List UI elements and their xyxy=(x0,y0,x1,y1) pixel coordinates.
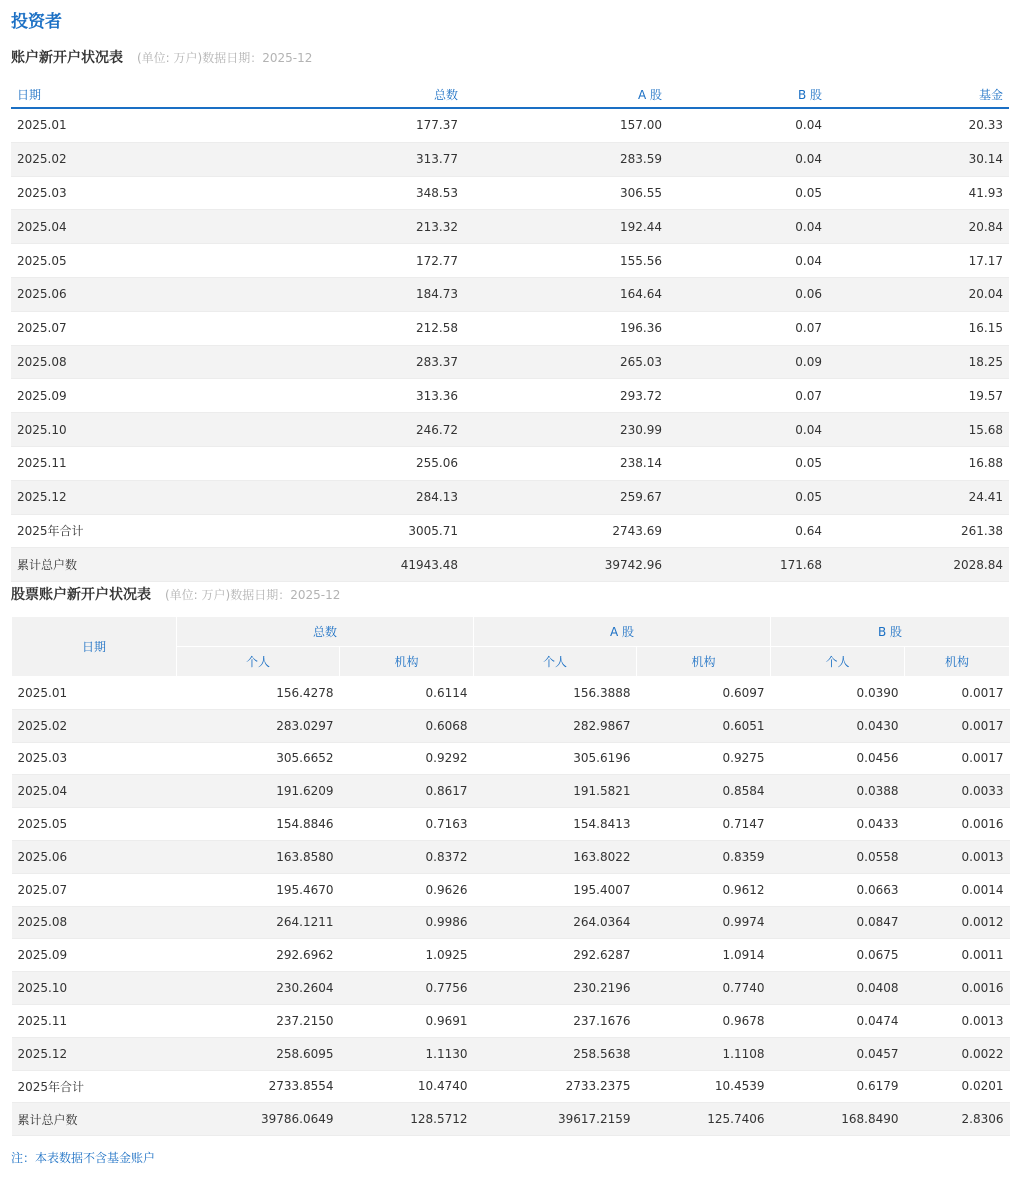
row-value-cell: 192.44 xyxy=(464,210,668,244)
row-date-cell: 2025.01 xyxy=(12,677,177,710)
row-value-cell: 0.9691 xyxy=(340,1004,474,1037)
row-value-cell: 30.14 xyxy=(828,142,1009,176)
table-header-row xyxy=(12,617,1010,647)
table-row xyxy=(11,514,1009,548)
row-value-cell: 0.9986 xyxy=(340,906,474,939)
row-value-cell: 16.88 xyxy=(828,446,1009,480)
row-value-cell: 0.0430 xyxy=(771,709,905,742)
table-row xyxy=(11,413,1009,447)
table-row xyxy=(12,873,1010,906)
row-value-cell: 15.68 xyxy=(828,413,1009,447)
row-value-cell: 128.5712 xyxy=(340,1103,474,1136)
row-value-cell: 10.4740 xyxy=(340,1070,474,1103)
row-value-cell: 184.73 xyxy=(161,277,464,311)
row-value-cell: 196.36 xyxy=(464,311,668,345)
account-opening-table xyxy=(11,81,1009,582)
row-value-cell: 154.8846 xyxy=(177,808,340,841)
col-header-b-institution: 机构 xyxy=(905,647,1010,677)
table-row xyxy=(11,379,1009,413)
row-date-cell: 2025.06 xyxy=(11,277,161,311)
row-value-cell: 284.13 xyxy=(161,480,464,514)
row-value-cell: 0.0033 xyxy=(905,775,1010,808)
row-value-cell: 264.0364 xyxy=(474,906,637,939)
row-value-cell: 0.7740 xyxy=(637,972,771,1005)
row-value-cell: 348.53 xyxy=(161,176,464,210)
row-value-cell: 0.07 xyxy=(668,311,828,345)
table-row xyxy=(12,709,1010,742)
table-row xyxy=(12,1004,1010,1037)
col-header-total-individual: 个人 xyxy=(177,647,340,677)
row-value-cell: 0.0016 xyxy=(905,808,1010,841)
row-value-cell: 0.7147 xyxy=(637,808,771,841)
row-value-cell: 19.57 xyxy=(828,379,1009,413)
row-date-cell: 2025.10 xyxy=(12,972,177,1005)
row-value-cell: 0.0014 xyxy=(905,873,1010,906)
row-value-cell: 283.59 xyxy=(464,142,668,176)
row-value-cell: 293.72 xyxy=(464,379,668,413)
row-value-cell: 20.84 xyxy=(828,210,1009,244)
col-header-b-individual: 个人 xyxy=(771,647,905,677)
row-value-cell: 213.32 xyxy=(161,210,464,244)
row-value-cell: 125.7406 xyxy=(637,1103,771,1136)
row-value-cell: 0.0408 xyxy=(771,972,905,1005)
row-value-cell: 0.8617 xyxy=(340,775,474,808)
table-row xyxy=(11,142,1009,176)
row-date-cell: 2025年合计 xyxy=(11,514,161,548)
row-value-cell: 0.6179 xyxy=(771,1070,905,1103)
row-value-cell: 163.8022 xyxy=(474,840,637,873)
row-value-cell: 2733.8554 xyxy=(177,1070,340,1103)
row-value-cell: 0.04 xyxy=(668,413,828,447)
row-date-cell: 2025.06 xyxy=(12,840,177,873)
row-value-cell: 0.0433 xyxy=(771,808,905,841)
table-row xyxy=(11,210,1009,244)
table-row xyxy=(11,311,1009,345)
row-value-cell: 0.0474 xyxy=(771,1004,905,1037)
row-value-cell: 237.2150 xyxy=(177,1004,340,1037)
row-value-cell: 238.14 xyxy=(464,446,668,480)
col-header-a-institution: 机构 xyxy=(637,647,771,677)
row-value-cell: 0.7756 xyxy=(340,972,474,1005)
row-date-cell: 2025.09 xyxy=(12,939,177,972)
row-value-cell: 305.6196 xyxy=(474,742,637,775)
row-date-cell: 2025.08 xyxy=(11,345,161,379)
table-row xyxy=(12,840,1010,873)
row-value-cell: 155.56 xyxy=(464,244,668,278)
row-value-cell: 0.0022 xyxy=(905,1037,1010,1070)
row-value-cell: 0.8359 xyxy=(637,840,771,873)
table-row xyxy=(12,677,1010,710)
row-date-cell: 2025.01 xyxy=(11,108,161,142)
row-value-cell: 292.6962 xyxy=(177,939,340,972)
stock-account-opening-table xyxy=(11,616,1010,1136)
row-value-cell: 0.6068 xyxy=(340,709,474,742)
row-value-cell: 0.9678 xyxy=(637,1004,771,1037)
row-value-cell: 171.68 xyxy=(668,548,828,582)
row-value-cell: 39742.96 xyxy=(464,548,668,582)
row-value-cell: 0.0390 xyxy=(771,677,905,710)
row-value-cell: 2743.69 xyxy=(464,514,668,548)
table-row xyxy=(12,808,1010,841)
row-value-cell: 1.1130 xyxy=(340,1037,474,1070)
col-group-total: 总数 xyxy=(177,617,474,647)
row-value-cell: 191.5821 xyxy=(474,775,637,808)
row-date-cell: 2025.10 xyxy=(11,413,161,447)
row-value-cell: 258.6095 xyxy=(177,1037,340,1070)
row-date-cell: 2025.03 xyxy=(11,176,161,210)
row-value-cell: 163.8580 xyxy=(177,840,340,873)
row-value-cell: 0.0456 xyxy=(771,742,905,775)
row-value-cell: 177.37 xyxy=(161,108,464,142)
row-date-cell: 2025.05 xyxy=(12,808,177,841)
row-value-cell: 39786.0649 xyxy=(177,1103,340,1136)
row-value-cell: 1.0914 xyxy=(637,939,771,972)
row-value-cell: 0.6051 xyxy=(637,709,771,742)
row-value-cell: 0.0663 xyxy=(771,873,905,906)
row-value-cell: 168.8490 xyxy=(771,1103,905,1136)
table-row xyxy=(11,446,1009,480)
row-value-cell: 0.04 xyxy=(668,210,828,244)
row-value-cell: 230.2196 xyxy=(474,972,637,1005)
row-value-cell: 172.77 xyxy=(161,244,464,278)
row-date-cell: 2025.12 xyxy=(12,1037,177,1070)
row-value-cell: 258.5638 xyxy=(474,1037,637,1070)
row-value-cell: 282.9867 xyxy=(474,709,637,742)
row-value-cell: 0.64 xyxy=(668,514,828,548)
row-value-cell: 1.0925 xyxy=(340,939,474,972)
row-value-cell: 283.0297 xyxy=(177,709,340,742)
table-row xyxy=(11,108,1009,142)
row-value-cell: 0.0457 xyxy=(771,1037,905,1070)
row-value-cell: 0.05 xyxy=(668,480,828,514)
row-value-cell: 195.4007 xyxy=(474,873,637,906)
row-value-cell: 0.0017 xyxy=(905,709,1010,742)
row-value-cell: 3005.71 xyxy=(161,514,464,548)
col-header-a-share: A 股 xyxy=(464,81,668,108)
table-row xyxy=(11,345,1009,379)
row-value-cell: 0.9292 xyxy=(340,742,474,775)
col-header-b-share: B 股 xyxy=(668,81,828,108)
row-value-cell: 0.0017 xyxy=(905,742,1010,775)
row-date-cell: 2025.02 xyxy=(11,142,161,176)
table2-title: 股票账户新开户状况表 xyxy=(11,587,151,603)
row-date-cell: 2025.11 xyxy=(12,1004,177,1037)
table-row xyxy=(12,775,1010,808)
col-header-total: 总数 xyxy=(161,81,464,108)
row-value-cell: 17.17 xyxy=(828,244,1009,278)
row-date-cell: 2025.03 xyxy=(12,742,177,775)
table1-title: 账户新开户状况表 xyxy=(11,50,123,66)
row-value-cell: 230.99 xyxy=(464,413,668,447)
table-row xyxy=(12,1070,1010,1103)
row-value-cell: 0.0388 xyxy=(771,775,905,808)
row-value-cell: 0.06 xyxy=(668,277,828,311)
table-row xyxy=(11,176,1009,210)
row-value-cell: 18.25 xyxy=(828,345,1009,379)
row-date-cell: 2025.09 xyxy=(11,379,161,413)
row-value-cell: 0.0016 xyxy=(905,972,1010,1005)
table-row xyxy=(12,1103,1010,1136)
row-date-cell: 2025.04 xyxy=(12,775,177,808)
row-value-cell: 20.04 xyxy=(828,277,1009,311)
col-header-total-institution: 机构 xyxy=(340,647,474,677)
row-date-cell: 2025.12 xyxy=(11,480,161,514)
row-value-cell: 16.15 xyxy=(828,311,1009,345)
footnote: 注：本表数据不含基金账户 xyxy=(11,1151,156,1165)
row-value-cell: 292.6287 xyxy=(474,939,637,972)
table-header-row xyxy=(11,81,1009,108)
col-group-a-share: A 股 xyxy=(474,617,771,647)
row-value-cell: 2.8306 xyxy=(905,1103,1010,1136)
row-value-cell: 255.06 xyxy=(161,446,464,480)
table1-header xyxy=(11,47,312,67)
row-value-cell: 156.4278 xyxy=(177,677,340,710)
col-header-fund: 基金 xyxy=(828,81,1009,108)
row-value-cell: 0.0013 xyxy=(905,840,1010,873)
row-value-cell: 265.03 xyxy=(464,345,668,379)
row-value-cell: 306.55 xyxy=(464,176,668,210)
table-row xyxy=(11,548,1009,582)
row-date-cell: 2025.11 xyxy=(11,446,161,480)
row-date-cell: 2025.02 xyxy=(12,709,177,742)
row-value-cell: 0.09 xyxy=(668,345,828,379)
row-date-cell: 累计总户数 xyxy=(12,1103,177,1136)
row-value-cell: 154.8413 xyxy=(474,808,637,841)
row-value-cell: 0.04 xyxy=(668,244,828,278)
table2-meta: (单位: 万户)数据日期：2025-12 xyxy=(165,588,341,602)
row-value-cell: 0.07 xyxy=(668,379,828,413)
row-value-cell: 39617.2159 xyxy=(474,1103,637,1136)
row-value-cell: 264.1211 xyxy=(177,906,340,939)
row-date-cell: 2025.04 xyxy=(11,210,161,244)
row-value-cell: 41.93 xyxy=(828,176,1009,210)
row-value-cell: 0.9626 xyxy=(340,873,474,906)
row-value-cell: 0.05 xyxy=(668,446,828,480)
row-value-cell: 237.1676 xyxy=(474,1004,637,1037)
table-row xyxy=(12,972,1010,1005)
row-value-cell: 157.00 xyxy=(464,108,668,142)
row-value-cell: 0.0013 xyxy=(905,1004,1010,1037)
row-value-cell: 259.67 xyxy=(464,480,668,514)
row-value-cell: 0.0017 xyxy=(905,677,1010,710)
row-date-cell: 2025.08 xyxy=(12,906,177,939)
row-value-cell: 191.6209 xyxy=(177,775,340,808)
row-date-cell: 累计总户数 xyxy=(11,548,161,582)
row-value-cell: 305.6652 xyxy=(177,742,340,775)
row-value-cell: 0.04 xyxy=(668,108,828,142)
row-value-cell: 261.38 xyxy=(828,514,1009,548)
row-value-cell: 20.33 xyxy=(828,108,1009,142)
table-row xyxy=(11,244,1009,278)
row-value-cell: 0.05 xyxy=(668,176,828,210)
row-value-cell: 2028.84 xyxy=(828,548,1009,582)
col-group-b-share: B 股 xyxy=(771,617,1010,647)
row-value-cell: 283.37 xyxy=(161,345,464,379)
table2-header xyxy=(11,584,340,604)
row-value-cell: 0.8584 xyxy=(637,775,771,808)
row-value-cell: 230.2604 xyxy=(177,972,340,1005)
row-value-cell: 24.41 xyxy=(828,480,1009,514)
row-date-cell: 2025.07 xyxy=(11,311,161,345)
row-date-cell: 2025.07 xyxy=(12,873,177,906)
row-value-cell: 0.0675 xyxy=(771,939,905,972)
row-value-cell: 0.04 xyxy=(668,142,828,176)
row-value-cell: 0.6097 xyxy=(637,677,771,710)
row-value-cell: 212.58 xyxy=(161,311,464,345)
row-value-cell: 0.8372 xyxy=(340,840,474,873)
row-value-cell: 0.0011 xyxy=(905,939,1010,972)
row-value-cell: 246.72 xyxy=(161,413,464,447)
row-value-cell: 313.77 xyxy=(161,142,464,176)
row-value-cell: 156.3888 xyxy=(474,677,637,710)
row-value-cell: 0.0558 xyxy=(771,840,905,873)
row-value-cell: 0.0201 xyxy=(905,1070,1010,1103)
row-value-cell: 0.9612 xyxy=(637,873,771,906)
table1-meta: (单位: 万户)数据日期：2025-12 xyxy=(137,51,313,65)
table-row xyxy=(11,277,1009,311)
page-title: 投资者 xyxy=(11,12,62,32)
table-row xyxy=(12,939,1010,972)
row-value-cell: 195.4670 xyxy=(177,873,340,906)
row-value-cell: 41943.48 xyxy=(161,548,464,582)
row-value-cell: 0.6114 xyxy=(340,677,474,710)
row-value-cell: 10.4539 xyxy=(637,1070,771,1103)
row-value-cell: 0.0847 xyxy=(771,906,905,939)
row-value-cell: 0.9974 xyxy=(637,906,771,939)
row-value-cell: 1.1108 xyxy=(637,1037,771,1070)
table-row xyxy=(12,906,1010,939)
col-header-a-individual: 个人 xyxy=(474,647,637,677)
row-value-cell: 0.9275 xyxy=(637,742,771,775)
row-value-cell: 0.0012 xyxy=(905,906,1010,939)
row-value-cell: 313.36 xyxy=(161,379,464,413)
row-value-cell: 2733.2375 xyxy=(474,1070,637,1103)
col-header-date: 日期 xyxy=(11,81,161,108)
row-value-cell: 164.64 xyxy=(464,277,668,311)
table-row xyxy=(12,1037,1010,1070)
table-row xyxy=(12,742,1010,775)
row-date-cell: 2025.05 xyxy=(11,244,161,278)
row-value-cell: 0.7163 xyxy=(340,808,474,841)
col-header-date: 日期 xyxy=(12,617,177,677)
table-row xyxy=(11,480,1009,514)
row-date-cell: 2025年合计 xyxy=(12,1070,177,1103)
